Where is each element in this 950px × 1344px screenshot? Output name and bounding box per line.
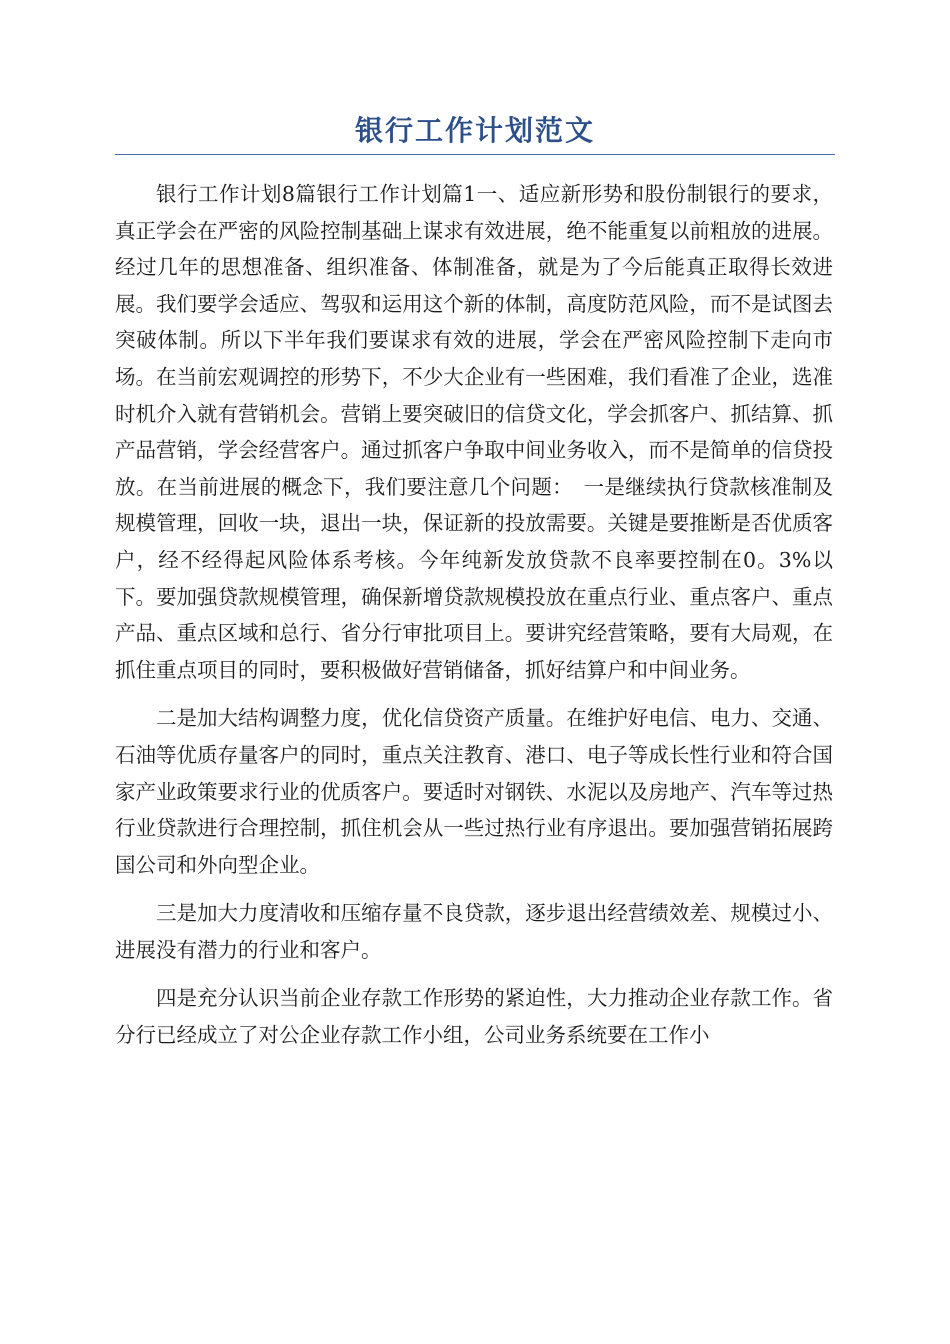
title-block <box>115 112 835 155</box>
document-body <box>115 176 833 1066</box>
paragraph-2: 二是加大结构调整力度，优化信贷资产质量。在维护好电信、电力、交通、石油等优质存量客户的同时，重点关注教育、港口、电子等成长性行业和符合国家产业政策要求行业的优质客户。要适时对钢铁、水泥以及房地产、汽车等过热行业贷款进行合理控制，抓住机会从一些过热行业有序退出。要加强营销拓展跨国公司和外向型企业。 <box>115 706 833 877</box>
paragraph-3: 三是加大力度清收和压缩存量不良贷款，逐步退出经营绩效差、规模过小、进展没有潜力的行业和客户。 <box>115 901 833 962</box>
page-title: 银行工作计划范文 <box>354 114 595 147</box>
paragraph-1: 银行工作计划8篇银行工作计划篇1一、适应新形势和股份制银行的要求，真正学会在严密的风险控制基础上谋求有效进展，绝不能重复以前粗放的进展。经过几年的思想准备、组织准备、体制准备，就是为了今后能真正取得长效进展。我们要学会适应、驾驭和运用这个新的体制，高度防范风险，而不是试图去突破体制。所以下半年我们要谋求有效的进展，学会在严密风险控制下走向市场。在当前宏观调控的形势下，不少大企业有一些困难，我们看准了企业，选准时机介入就有营销机会。营销上要突破旧的信贷文化，学会抓客户、抓结算、抓产品营销，学会经营客户。通过抓客户争取中间业务收入，而不是简单的信贷投放。在当前进展的概念下，我们要注意几个问题： 一是继续执行贷款核准制及规模管理，回收一块，退出一块，保证新的投放需要。关键是要推断是否优质客户，经不经得起风险体系考核。今年纯新发放贷款不良率要控制在0。3%以下。要加强贷款规模管理，确保新增贷款规模投放在重点行业、重点客户、重点产品、重点区域和总行、省分行审批项目上。要讲究经营策略，要有大局观，在抓住重点项目的同时，要积极做好营销储备，抓好结算户和中间业务。 <box>115 182 833 682</box>
paragraph-4: 四是充分认识当前企业存款工作形势的紧迫性，大力推动企业存款工作。省分行已经成立了对公企业存款工作小组，公司业务系统要在工作小 <box>115 986 833 1048</box>
